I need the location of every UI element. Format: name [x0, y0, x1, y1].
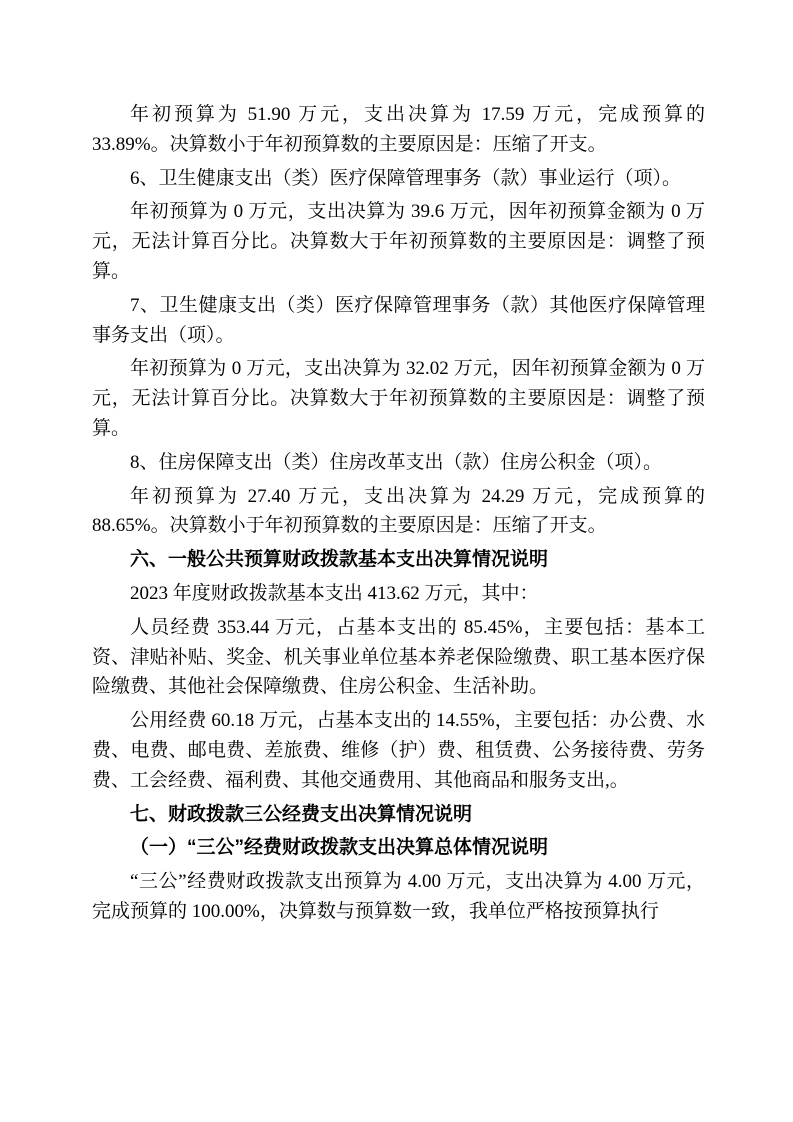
para-three-public-detail: “三公”经费财政拨款支出预算为 4.00 万元，支出决算为 4.00 万元，完成预算的 100.00%，决算数与预算数一致，我单位严格按预算执行 — [92, 871, 705, 922]
document-body — [92, 100, 705, 927]
para-item7-title: 7、卫生健康支出（类）医疗保障管理事务（款）其他医疗保障管理事务支出（项）。 — [92, 294, 705, 346]
heading-section-seven-three-public-funds: 七、财政拨款三公经费支出决算情况说明 — [130, 803, 473, 825]
subheading-three-public-overview: （一）“三公”经费财政拨款支出决算总体情况说明 — [130, 837, 549, 859]
para-item8-budget-detail: 年初预算为 27.40 万元，支出决算为 24.29 万元，完成预算的 88.65%。决算数小于年初预算数的主要原因是：压缩了开支。 — [92, 485, 705, 537]
para-item6-title: 6、卫生健康支出（类）医疗保障管理事务（款）事业运行（项）。 — [130, 167, 682, 189]
para-public-funds: 公用经费 60.18 万元，占基本支出的 14.55%，主要包括：办公费、水费、电费、邮电费、差旅费、维修（护）费、租赁费、公务接待费、劳务费、工会经费、福利费、其他交通费用、其他商品和服务支出,。 — [92, 710, 705, 791]
para-basic-expenditure-total: 2023 年度财政拨款基本支出 413.62 万元，其中： — [130, 582, 539, 604]
para-item6-budget-detail: 年初预算为 0 万元，支出决算为 39.6 万元，因年初预算金额为 0 万元，无法计算百分比。决算数大于年初预算数的主要原因是：调整了预算。 — [92, 201, 705, 282]
para-item7-budget-detail: 年初预算为 0 万元，支出决算为 32.02 万元，因年初预算金额为 0 万元，无法计算百分比。决算数大于年初预算数的主要原因是：调整了预算。 — [92, 358, 705, 439]
para-item5-budget-detail: 年初预算为 51.90 万元，支出决算为 17.59 万元，完成预算的 33.89%。决算数小于年初预算数的主要原因是：压缩了开支。 — [92, 104, 705, 155]
heading-section-six-basic-expenditure: 六、一般公共预算财政拨款基本支出决算情况说明 — [130, 549, 549, 571]
para-personnel-funds: 人员经费 353.44 万元，占基本支出的 85.45%，主要包括：基本工资、津贴补贴、奖金、机关事业单位基本养老保险缴费、职工基本医疗保险缴费、其他社会保障缴费、住房公积金、生活补助。 — [92, 616, 705, 698]
para-item8-title: 8、住房保障支出（类）住房改革支出（款）住房公积金（项）。 — [130, 451, 663, 473]
